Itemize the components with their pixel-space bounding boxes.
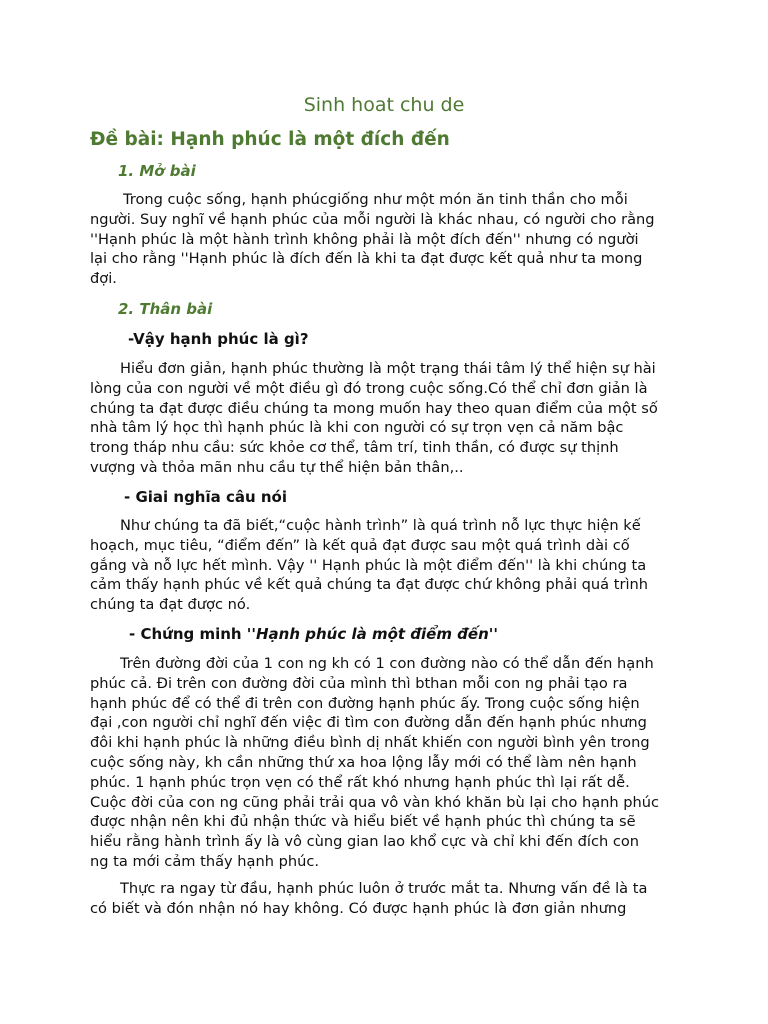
document-title: Sinh hoat chu de bbox=[303, 94, 465, 116]
subheading-proof-suffix: '' bbox=[488, 625, 498, 643]
paragraph-line: gắng và nỗ lực hết mình. Vậy '' Hạnh phúc là một điểm đến'' là khi chúng ta bbox=[90, 556, 647, 574]
subheading-proof-quote: Hạnh phúc là một điểm đến bbox=[256, 625, 489, 643]
paragraph-line: người. Suy nghĩ về hạnh phúc của mỗi người là khác nhau, có người cho rằng bbox=[90, 210, 655, 228]
paragraph-line: ''Hạnh phúc là một hành trình không phải là một đích đến'' nhưng có người bbox=[90, 230, 639, 248]
main-heading: Đề bài: Hạnh phúc là một đích đến bbox=[90, 129, 450, 150]
paragraph-line: lại cho rằng ''Hạnh phúc là đích đến là khi ta đạt được kết quả như ta mong bbox=[90, 250, 643, 268]
paragraph-line: phúc cả. Đi trên con đường đời của mình thì bthan mỗi con ng phải tạo ra bbox=[90, 674, 628, 692]
subheading-proof-prefix: - Chứng minh '' bbox=[129, 625, 256, 643]
section-heading-intro: 1. Mở bài bbox=[118, 162, 196, 180]
subheading-proof bbox=[129, 624, 498, 644]
proof-paragraph bbox=[90, 654, 690, 872]
subheading-explanation: - Giai nghĩa câu nói bbox=[124, 488, 288, 506]
paragraph-line: vượng và thỏa mãn nhu cầu tự thể hiện bản thân,.. bbox=[90, 458, 464, 476]
intro-paragraph bbox=[90, 190, 690, 289]
paragraph-line: trong tháp nhu cầu: sức khỏe cơ thể, tâm trí, tinh thần, có được sự thịnh bbox=[90, 439, 619, 457]
closing-paragraph bbox=[90, 879, 690, 919]
paragraph-line: chúng ta đạt được nó. bbox=[90, 596, 251, 614]
section-heading-body: 2. Thân bài bbox=[118, 300, 213, 318]
paragraph-line: Hiểu đơn giản, hạnh phúc thường là một trạng thái tâm lý thể hiện sự hài bbox=[120, 360, 656, 377]
paragraph-line: cảm thấy hạnh phúc về kết quả chúng ta đạt được chứ không phải quá trình bbox=[90, 576, 649, 594]
paragraph-line: hạnh phúc để có thể đi trên con đường hạnh phúc ấy. Trong cuộc sống hiện bbox=[90, 694, 640, 712]
what-is-happiness-paragraph bbox=[90, 359, 690, 478]
paragraph-line: hiểu rằng hành trình ấy là vô cùng gian lao khổ cực và chỉ khi đến đích con bbox=[90, 833, 640, 851]
paragraph-line: nhà tâm lý học thì hạnh phúc là khi con người có sự trọn vẹn cả năm bậc bbox=[90, 419, 624, 437]
paragraph-line: hoạch, mục tiêu, “điểm đến” là kết quả đạt được sau một quá trình dài cố bbox=[90, 536, 630, 554]
paragraph-line: Cuộc đời của con ng cũng phải trải qua vô vàn khó khăn bù lại cho hạnh phúc bbox=[90, 793, 660, 811]
paragraph-line: cuộc sống này, kh cần những thứ xa hoa lộng lẫy mới có thể làm nên hạnh bbox=[90, 753, 637, 771]
paragraph-line: có biết và đón nhận nó hay không. Có được hạnh phúc là đơn giản nhưng bbox=[90, 899, 627, 917]
paragraph-line: được nhận nên khi đủ nhận thức và hiểu biết về hạnh phúc thì chúng ta sẽ bbox=[90, 813, 636, 831]
paragraph-line: Trên đường đời của 1 con ng kh có 1 con đường nào có thể dẫn đến hạnh bbox=[120, 655, 654, 672]
paragraph-line: Trong cuộc sống, hạnh phúcgiống như một món ăn tinh thần cho mỗi bbox=[123, 191, 628, 208]
subheading-what-is-happiness: -Vậy hạnh phúc là gì? bbox=[128, 330, 309, 348]
paragraph-line: đôi khi hạnh phúc là những điều bình dị nhất khiến con người bình yên trong bbox=[90, 734, 650, 752]
paragraph-line: phúc. 1 hạnh phúc trọn vẹn có thể rất khó nhưng hạnh phúc thì lại rất dễ. bbox=[90, 773, 630, 791]
paragraph-line: Thực ra ngay từ đầu, hạnh phúc luôn ở trước mắt ta. Nhưng vấn đề là ta bbox=[120, 880, 648, 897]
paragraph-line: đại ,con người chỉ nghĩ đến việc đi tìm con đường dẫn đến hạnh phúc nhưng bbox=[90, 714, 647, 732]
paragraph-line: Như chúng ta đã biết,“cuộc hành trình” là quá trình nỗ lực thực hiện kế bbox=[120, 517, 641, 534]
paragraph-line: lòng của con người về một điều gì đó trong cuộc sống.Có thể chỉ đơn giản là bbox=[90, 379, 648, 397]
paragraph-line: ng ta mới cảm thấy hạnh phúc. bbox=[90, 852, 320, 870]
paragraph-line: đợi. bbox=[90, 270, 117, 288]
explanation-paragraph bbox=[90, 516, 690, 615]
paragraph-line: chúng ta đạt được điều chúng ta mong muốn hay theo quan điểm của một số bbox=[90, 399, 658, 417]
